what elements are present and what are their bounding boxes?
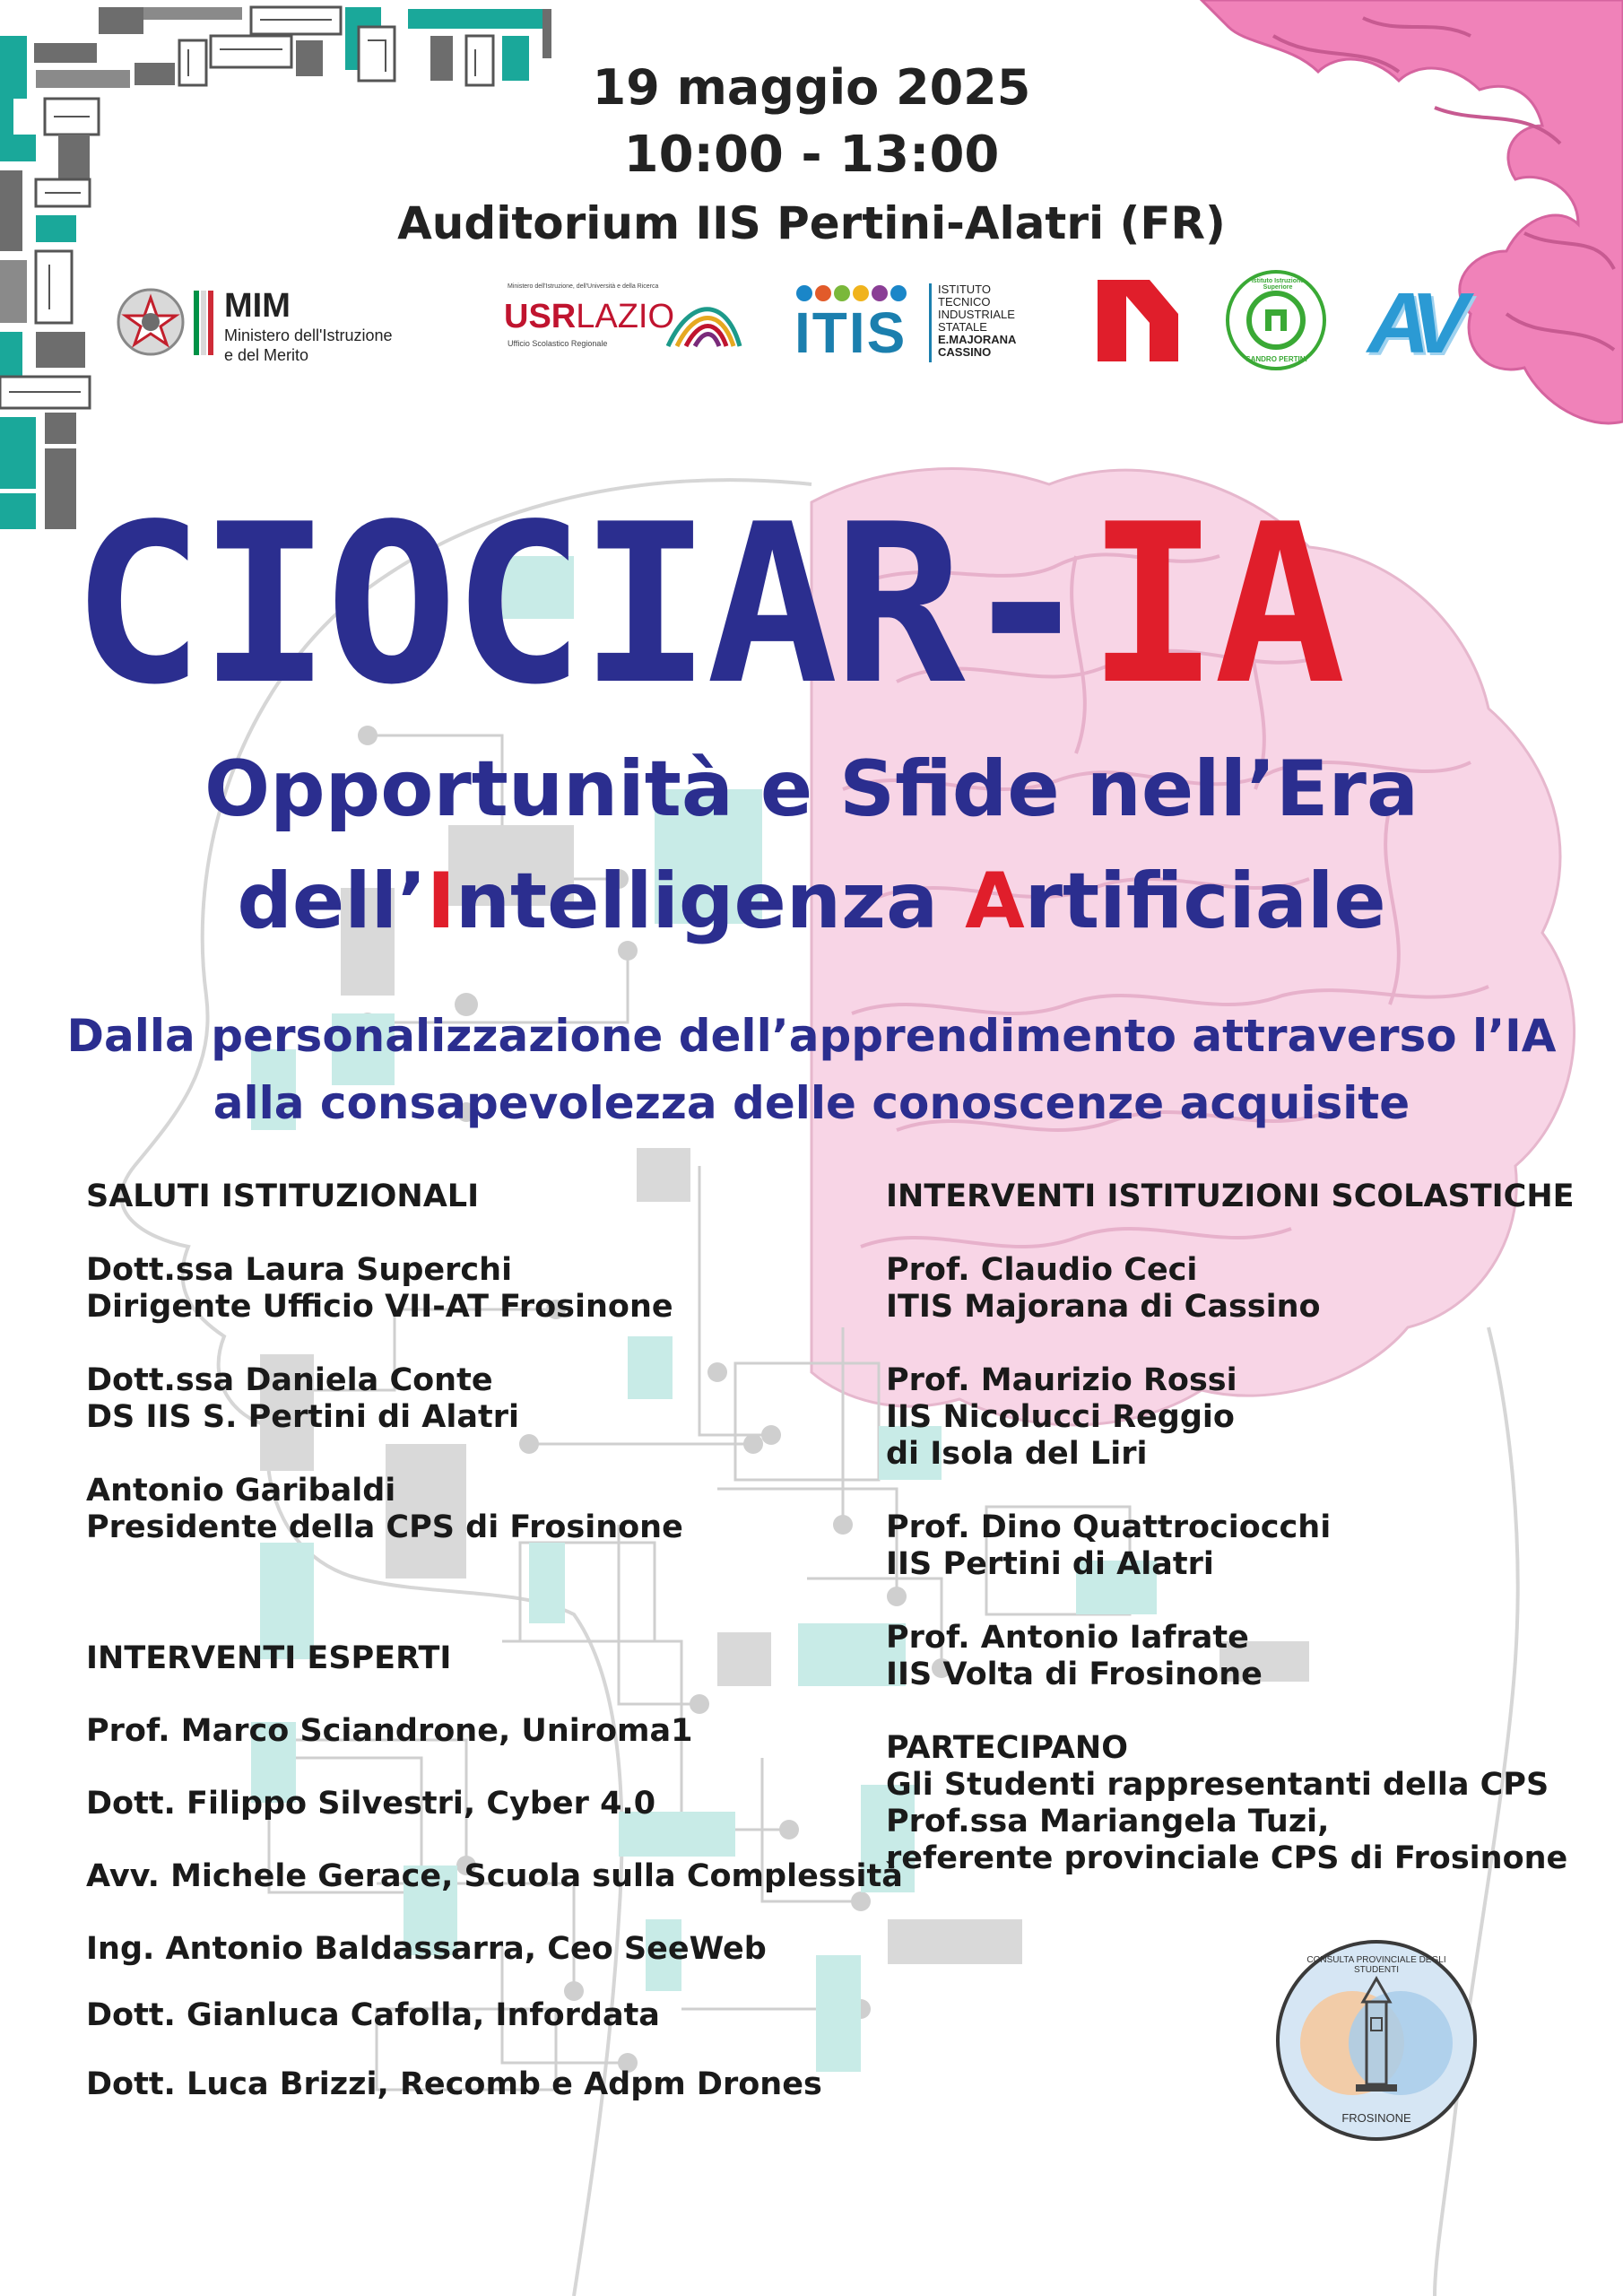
subtitle-line2 bbox=[0, 857, 1623, 946]
partecipano-line: Gli Studenti rappresentanti della CPS bbox=[886, 1767, 1549, 1803]
itis-name: ITIS bbox=[794, 300, 907, 365]
itis-line: ISTITUTO bbox=[938, 283, 991, 296]
scuola-line: IIS Pertini di Alatri bbox=[886, 1546, 1214, 1582]
usr-caption: Ufficio Scolastico Regionale bbox=[508, 339, 608, 348]
saluti-role: DS IIS S. Pertini di Alatri bbox=[86, 1399, 519, 1435]
saluti-name: Dott.ssa Laura Superchi bbox=[86, 1252, 513, 1288]
pertini-bottom-text: SANDRO PERTINI bbox=[1245, 355, 1307, 363]
mim-line2: e del Merito bbox=[224, 346, 309, 364]
saluti-role: Dirigente Ufficio VII-AT Frosinone bbox=[86, 1289, 673, 1325]
subtitle-part: ntelligenza bbox=[455, 857, 966, 946]
title-red-part: IA bbox=[1087, 477, 1341, 733]
subtitle-line1: Opportunità e Sfide nell’Era bbox=[204, 744, 1419, 834]
usr-part2: LAZIO bbox=[576, 298, 675, 335]
usr-lazio-logo bbox=[502, 283, 744, 364]
partecipano-line: Prof.ssa Mariangela Tuzi, bbox=[886, 1804, 1330, 1839]
mim-line1: Ministero dell'Istruzione bbox=[224, 326, 393, 344]
scuola-name: Prof. Antonio Iafrate bbox=[886, 1620, 1249, 1656]
event-time: 10:00 - 13:00 bbox=[623, 126, 1000, 184]
cps-bottom-text: FROSINONE bbox=[1341, 2111, 1411, 2125]
esperti-heading: INTERVENTI ESPERTI bbox=[86, 1640, 452, 1676]
saluti-name: Antonio Garibaldi bbox=[86, 1473, 396, 1509]
subtitle-red-letter-i: I bbox=[426, 857, 456, 946]
itis-line: CASSINO bbox=[938, 345, 992, 359]
saluti-heading: SALUTI ISTITUZIONALI bbox=[86, 1178, 480, 1214]
scuole-heading: INTERVENTI ISTITUZIONI SCOLASTICHE bbox=[886, 1178, 1575, 1214]
esperto-item: Dott. Luca Brizzi, Recomb e Adpm Drones bbox=[86, 2066, 822, 2102]
esperto-item: Dott. Filippo Silvestri, Cyber 4.0 bbox=[86, 1786, 656, 1822]
scuola-name: Prof. Claudio Ceci bbox=[886, 1252, 1198, 1288]
itis-majorana-logo bbox=[794, 283, 1037, 369]
partecipano-line: referente provinciale CPS di Frosinone bbox=[886, 1840, 1568, 1876]
subtitle-part: rtificiale bbox=[1024, 857, 1386, 946]
tagline-line1: Dalla personalizzazione dell’apprendimento attraverso l’IA bbox=[66, 1010, 1557, 1062]
title-blue-part: CIOCIAR- bbox=[72, 477, 1088, 733]
italian-emblem-icon bbox=[115, 282, 187, 362]
av-logo: AV bbox=[1367, 275, 1456, 371]
event-venue: Auditorium IIS Pertini-Alatri (FR) bbox=[397, 197, 1226, 249]
main-title bbox=[72, 477, 1596, 733]
itis-line: TECNICO bbox=[938, 295, 991, 309]
cps-frosinone-logo bbox=[1273, 1937, 1480, 2144]
subtitle-part: dell’ bbox=[237, 857, 427, 946]
red-school-logo-icon bbox=[1096, 278, 1180, 363]
scuola-line: di Isola del Liri bbox=[886, 1436, 1148, 1472]
scuola-line: IIS Volta di Frosinone bbox=[886, 1657, 1263, 1692]
itis-line: INDUSTRIALE bbox=[938, 308, 1015, 321]
partecipano-heading: PARTECIPANO bbox=[886, 1730, 1128, 1766]
mim-logo bbox=[115, 282, 456, 362]
pertini-arc-text: Istituto Istruzione Superiore bbox=[1251, 278, 1305, 291]
tagline-line2: alla consapevolezza delle conoscenze acquisite bbox=[213, 1077, 1410, 1129]
scuola-line: IIS Nicolucci Reggio bbox=[886, 1399, 1235, 1435]
subtitle-red-letter-a: A bbox=[965, 857, 1025, 946]
esperto-item: Avv. Michele Gerace, Scuola sulla Complessità bbox=[86, 1858, 903, 1894]
event-date: 19 maggio 2025 bbox=[592, 59, 1031, 116]
saluti-role: Presidente della CPS di Frosinone bbox=[86, 1509, 683, 1545]
scuola-name: Prof. Dino Quattrociocchi bbox=[886, 1509, 1332, 1545]
scuola-line: ITIS Majorana di Cassino bbox=[886, 1289, 1321, 1325]
usr-top-caption: Ministero dell'Istruzione, dell'Università e della Ricerca bbox=[508, 283, 659, 290]
usr-swoosh-icon bbox=[664, 292, 744, 355]
saluti-name: Dott.ssa Daniela Conte bbox=[86, 1362, 493, 1398]
mim-name: MIM bbox=[224, 287, 291, 325]
esperto-item: Prof. Marco Sciandrone, Uniroma1 bbox=[86, 1713, 693, 1749]
esperto-item: Ing. Antonio Baldassarra, Ceo SeeWeb bbox=[86, 1931, 767, 1967]
itis-line: STATALE bbox=[938, 320, 987, 334]
pertini-logo bbox=[1225, 269, 1328, 372]
scuola-name: Prof. Maurizio Rossi bbox=[886, 1362, 1237, 1398]
itis-line: E.MAJORANA bbox=[938, 333, 1017, 346]
usr-part1: USR bbox=[504, 298, 577, 335]
cps-arc-text: CONSULTA PROVINCIALE DEGLI STUDENTI bbox=[1306, 1955, 1446, 1975]
logo-row bbox=[0, 269, 1623, 386]
esperto-item: Dott. Gianluca Cafolla, Infordata bbox=[86, 1997, 660, 2033]
